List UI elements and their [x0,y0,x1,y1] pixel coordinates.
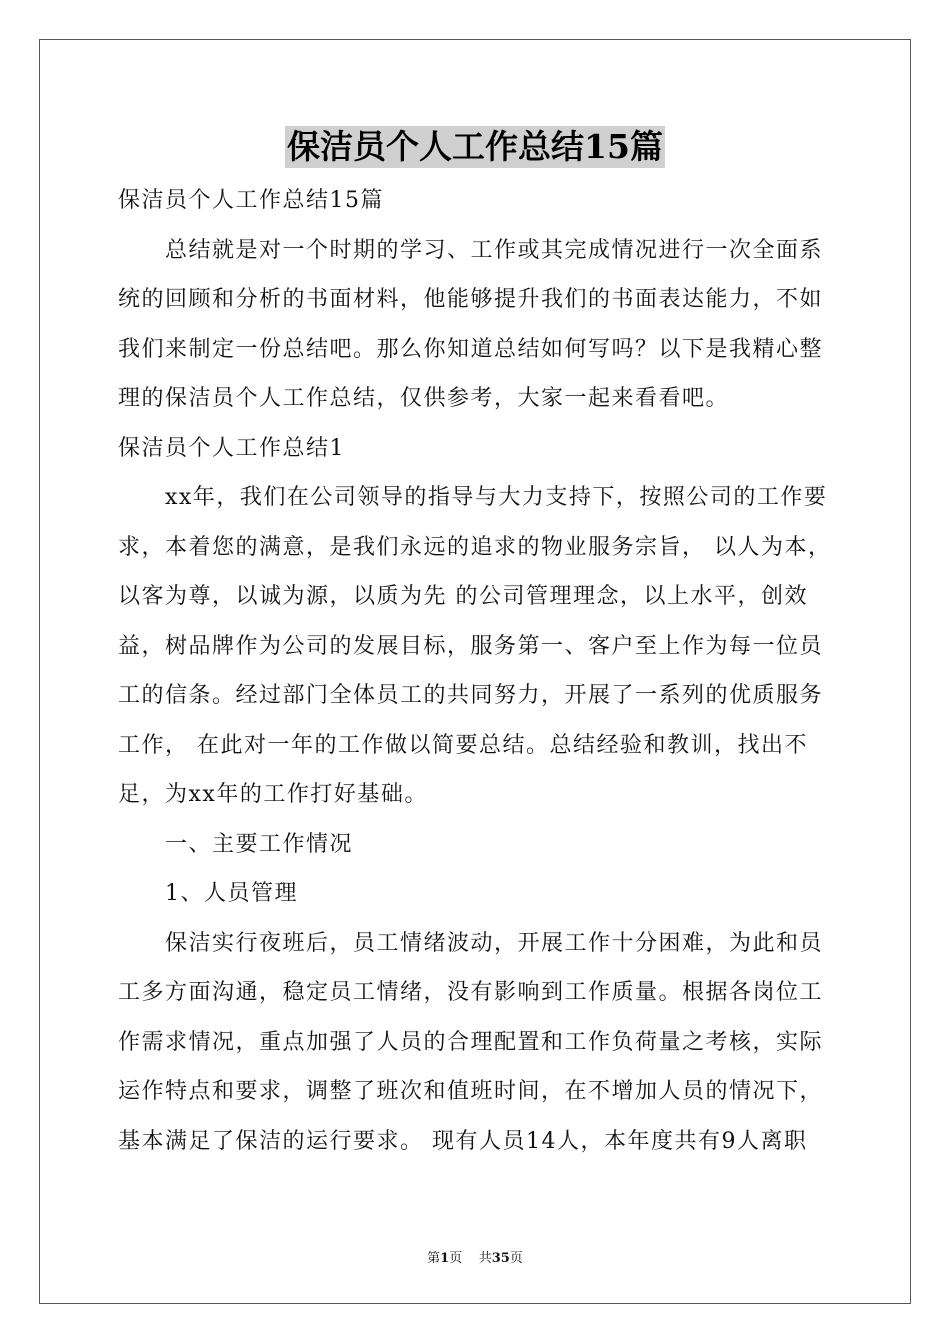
intro-paragraph: 总结就是对一个时期的学习、工作或其完成情况进行一次全面系统的回顾和分析的书面材料，他能够提升我们的书面表达能力，不如我们来制定一份总结吧。那么你知道总结如何写吗？以下是我精心整理的保洁员个人工作总结，仅供参考，大家一起来看看吧。 [118,237,824,411]
document-title-wrap [0,126,950,168]
section-1-paragraph: xx年，我们在公司领导的指导与大力支持下，按照公司的工作要求，本着您的满意，是我们永远的追求的物业服务宗旨， 以人为本，以客为尊，以诚为源，以质为先 的公司管理理念，以上水平，创效益，树品牌作为公司的发展目标，服务第一、客户至上作为每一位员工的信条。经过部门全体员工的共同努力，开展了一系列的优质服务工作， 在此对一年的工作做以简要总结。总结经验和教训，找出不足，为xx年的工作打好基础。 [118,485,832,807]
subtitle-line: 保洁员个人工作总结15篇 [118,188,384,213]
footer-prefix: 第 [427,1251,441,1266]
subheading-main-work: 一、主要工作情况 [165,831,354,857]
footer-suffix: 页 [509,1251,523,1266]
subheading-staff-management: 1、人员管理 [165,881,298,906]
document-title: 保洁员个人工作总结15篇 [287,127,663,166]
footer-mid: 页 共 [449,1251,492,1266]
staff-management-paragraph: 保洁实行夜班后，员工情绪波动，开展工作十分困难，为此和员工多方面沟通，稳定员工情绪，没有影响到工作质量。根据各岗位工作需求情况，重点加强了人员的合理配置和工作负荷量之考核，实际运作特点和要求，调整了班次和值班时间，在不增加人员的情况下，基本满足了保洁的运行要求。 现有人员14人，本年度共有9人离职 [118,930,824,1154]
footer-total-pages: 35 [491,1251,510,1266]
page-footer [0,1247,950,1266]
footer-page-number: 1 [440,1251,450,1266]
section-heading-1: 保洁员个人工作总结1 [118,435,345,461]
document-body [118,176,836,1166]
